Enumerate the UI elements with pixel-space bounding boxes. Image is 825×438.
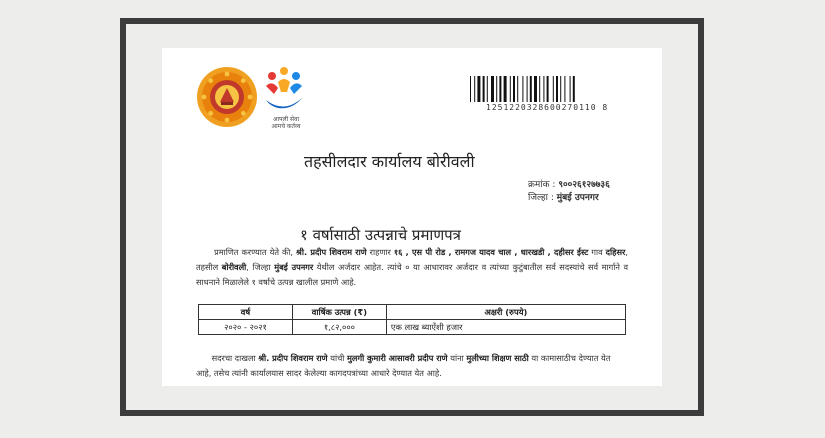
certificate-title: १ वर्षासाठी उत्पन्नाचे प्रमाणपत्र [300, 226, 461, 244]
certificate-paragraph-2 [196, 351, 628, 381]
para2-text-2: यांची [330, 353, 345, 363]
logo-line-1: आपली सेवा [272, 116, 299, 123]
certificate-purpose: मुलीच्या शिक्षण साठी [466, 353, 529, 363]
number-value: ९००२६१२७७३६ [558, 180, 610, 190]
cell-income-words: एक लाख ब्याऐंशी हजार [386, 320, 625, 335]
header-annual-income: वार्षिक उत्पन्न (₹) [292, 305, 386, 320]
number-label: क्रमांक : [528, 180, 556, 190]
para1-text-1: प्रमाणित करण्यात येते की, [214, 247, 294, 257]
maharashtra-seal-icon [196, 66, 258, 128]
certificate-meta [528, 179, 610, 205]
district-label: जिल्हा : [528, 193, 554, 203]
para1-text-2: राहणार [369, 247, 391, 257]
table-row [199, 320, 626, 335]
applicant-village: दहिसर [605, 247, 626, 257]
district-row [528, 192, 610, 205]
barcode [470, 76, 630, 102]
header-in-words: अक्षरी (रुपये) [386, 305, 625, 320]
applicant-taluka: बोरीवली [221, 262, 247, 272]
logo-line-2: आमचे कर्तव्य [271, 123, 301, 130]
para1-text-4: , तहसील [196, 247, 628, 272]
certificate-number-row [528, 179, 610, 192]
para2-applicant-name: श्री. प्रदीप शिवराम राणे [258, 353, 328, 363]
aaple-sarkar-logo-icon [262, 64, 306, 116]
office-title: तहसीलदार कार्यालय बोरीवली [304, 152, 475, 171]
district-value: मुंबई उपनगर [556, 193, 599, 203]
para2-text-3: यांना [450, 353, 464, 363]
certificate-paragraph-1 [196, 245, 628, 290]
para1-text-6: येथील अर्जदार आहेत. त्यांचे ० या आधारावर अर्जदार व त्यांच्या कुटुंबातील सर्व सदस्यांचे सर्व मार्गाने व साधनाने मिळालेले १ वर्षाचे उत्पन्न खालील प्रमाणे आहे. [196, 262, 629, 287]
cell-income: १,८२,००० [292, 320, 386, 335]
barcode-number: 1251220328600270110 8 [486, 103, 609, 112]
para2-text-1: सदरचा दाखला [211, 353, 256, 363]
applicant-district: मुंबई उपनगर [274, 262, 314, 272]
applicant-name: श्री. प्रदीप शिवराम राणे [296, 247, 367, 257]
cell-year: २०२० - २०२१ [199, 320, 293, 335]
para2-text-4: या कामासाठीच देण्यात येत आहे, तसेच त्यांनी कार्यालयास सादर केलेल्या कागदपत्रांच्या आधारे देण्यात येत आहे. [196, 353, 611, 378]
applicant-address: १६ , एस पी रोड , रामगज यादव चाल , धारखडी , दहीसर ईस्ट [393, 247, 589, 257]
header-year: वर्ष [199, 305, 293, 320]
logo-tagline [264, 116, 308, 130]
para1-text-5: , जिल्हा [246, 262, 271, 272]
beneficiary-name: मुलगी कुमारी आसावरी प्रदीप राणे [347, 353, 448, 363]
income-table-header [199, 305, 626, 320]
para1-text-3: गाव [591, 247, 603, 257]
income-table [198, 304, 626, 335]
